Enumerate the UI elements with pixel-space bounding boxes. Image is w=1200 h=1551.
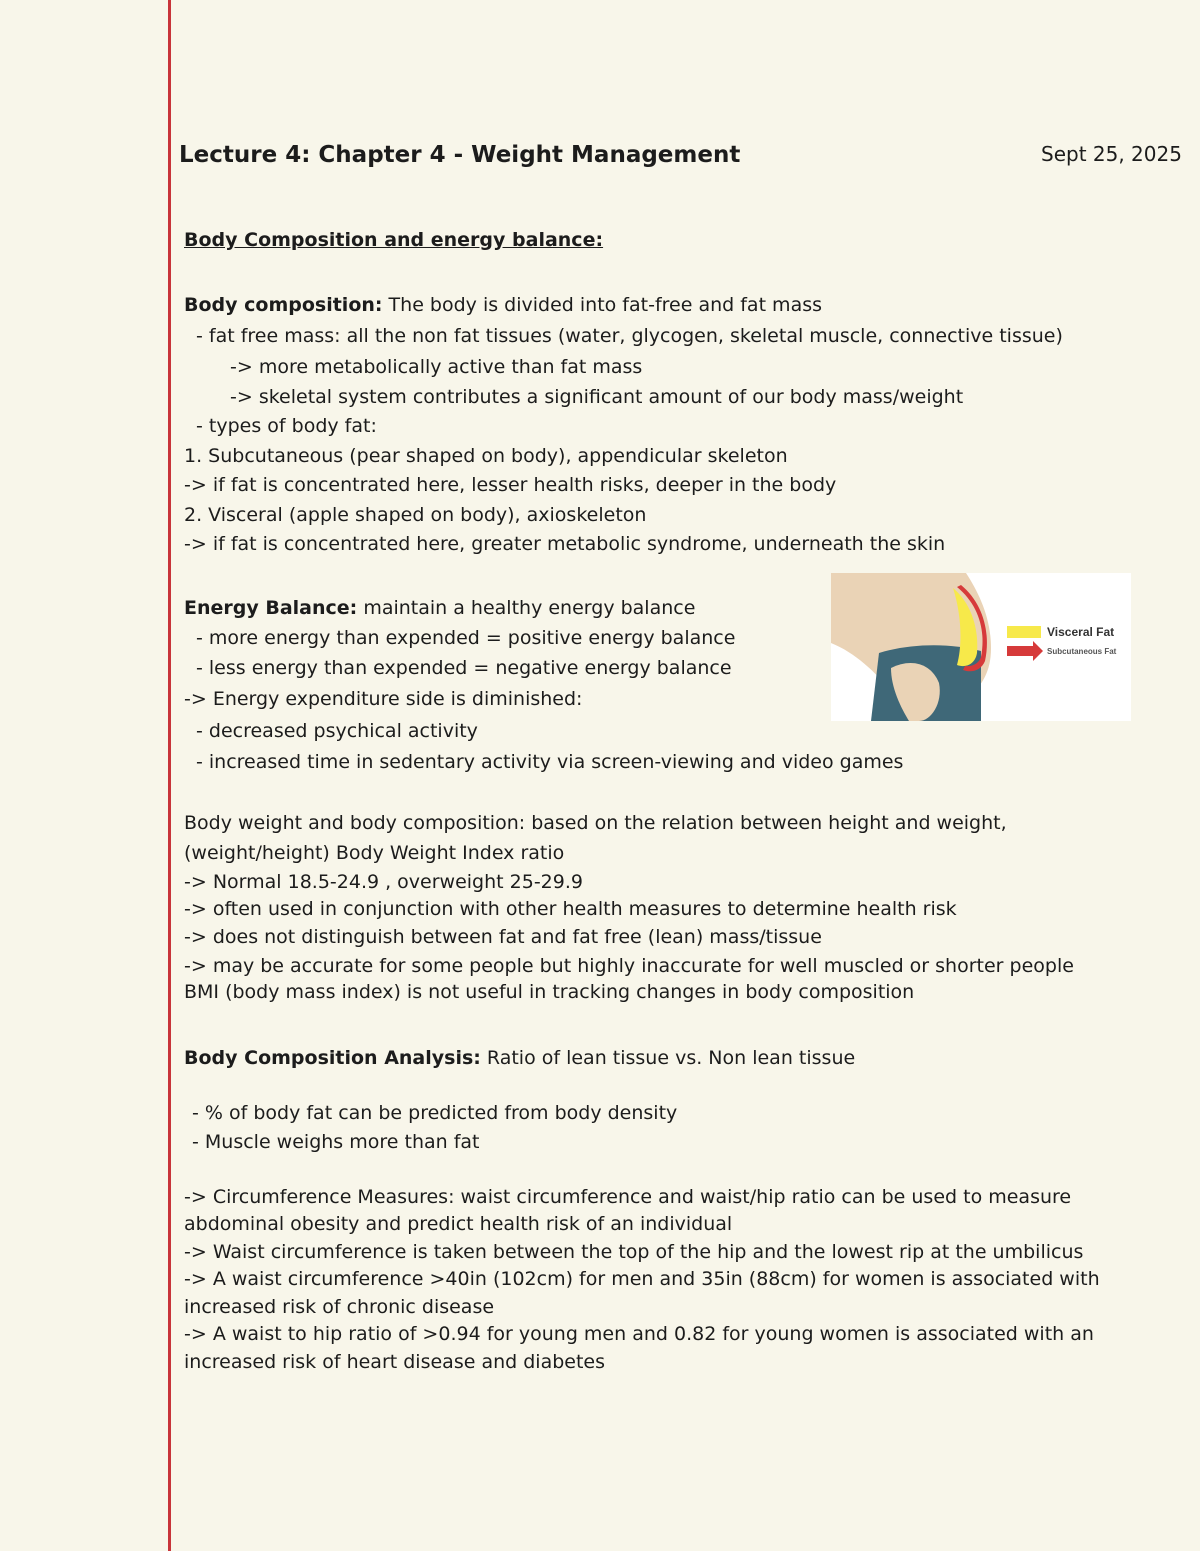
energy-balance-definition: maintain a healthy energy balance	[357, 597, 696, 619]
body-fat-illustration	[831, 573, 1131, 721]
analysis-definition: Ratio of lean tissue vs. Non lean tissue	[480, 1047, 856, 1069]
text-line: - types of body fat:	[196, 415, 377, 437]
text-line: -> Waist circumference is taken between the top of the hip and the lowest rip at the umbilicus	[184, 1241, 1084, 1263]
body-composition-term: Body composition:	[184, 294, 383, 316]
text-line: 1. Subcutaneous (pear shaped on body), appendicular skeleton	[184, 445, 788, 467]
text-line: - increased time in sedentary activity via screen-viewing and video games	[196, 751, 904, 773]
text-line: increased risk of chronic disease	[184, 1296, 495, 1318]
text-line: -> A waist to hip ratio of >0.94 for young men and 0.82 for young women is associated with an	[184, 1323, 1094, 1345]
section-heading: Body Composition and energy balance:	[184, 229, 604, 251]
body-composition-definition: The body is divided into fat-free and fat mass	[382, 294, 823, 316]
legend-subcutaneous-arrow	[1007, 641, 1043, 661]
energy-balance-line	[184, 596, 695, 620]
text-line: - % of body fat can be predicted from body density	[192, 1102, 678, 1124]
text-line: -> if fat is concentrated here, greater metabolic syndrome, underneath the skin	[184, 533, 946, 555]
analysis-term: Body Composition Analysis:	[184, 1047, 481, 1069]
text-line: -> A waist circumference >40in (102cm) for men and 35in (88cm) for women is associated with	[184, 1268, 1100, 1290]
text-line: -> Circumference Measures: waist circumference and waist/hip ratio can be used to measure	[184, 1186, 1072, 1208]
analysis-line	[184, 1046, 855, 1070]
text-line: abdominal obesity and predict health risk of an individual	[184, 1213, 733, 1235]
text-line: - less energy than expended = negative energy balance	[196, 657, 732, 679]
text-line: -> does not distinguish between fat and fat free (lean) mass/tissue	[184, 926, 822, 948]
legend-visceral-label: Visceral Fat	[1047, 625, 1115, 639]
text-line: -> Energy expenditure side is diminished:	[184, 688, 583, 710]
legend-subcutaneous-label: Subcutaneous Fat	[1047, 647, 1117, 656]
text-line: (weight/height) Body Weight Index ratio	[184, 842, 565, 864]
energy-balance-term: Energy Balance:	[184, 597, 358, 619]
text-line: - Muscle weighs more than fat	[192, 1131, 480, 1153]
text-line: -> may be accurate for some people but highly inaccurate for well muscled or shorter people	[184, 955, 1074, 977]
text-line: BMI (body mass index) is not useful in tracking changes in body composition	[184, 981, 915, 1003]
text-line: -> often used in conjunction with other health measures to determine health risk	[184, 898, 957, 920]
text-line: - fat free mass: all the non fat tissues (water, glycogen, skeletal muscle, connective tissue)	[196, 325, 1063, 347]
text-line: -> more metabolically active than fat mass	[230, 356, 643, 378]
notebook-margin-line	[168, 0, 171, 1551]
text-line: - more energy than expended = positive energy balance	[196, 627, 736, 649]
text-line: increased risk of heart disease and diabetes	[184, 1351, 605, 1373]
body-composition-line	[184, 293, 822, 317]
text-line: - decreased psychical activity	[196, 720, 478, 742]
text-line: -> if fat is concentrated here, lesser health risks, deeper in the body	[184, 474, 837, 496]
text-line: Body weight and body composition: based on the relation between height and weight,	[184, 812, 1007, 834]
legend-visceral-swatch	[1007, 626, 1041, 638]
page-title: Lecture 4: Chapter 4 - Weight Management	[179, 142, 741, 168]
page-date: Sept 25, 2025	[1041, 142, 1182, 166]
text-line: -> Normal 18.5-24.9 , overweight 25-29.9	[184, 871, 583, 893]
text-line: -> skeletal system contributes a significant amount of our body mass/weight	[230, 386, 964, 408]
text-line: 2. Visceral (apple shaped on body), axioskeleton	[184, 504, 647, 526]
